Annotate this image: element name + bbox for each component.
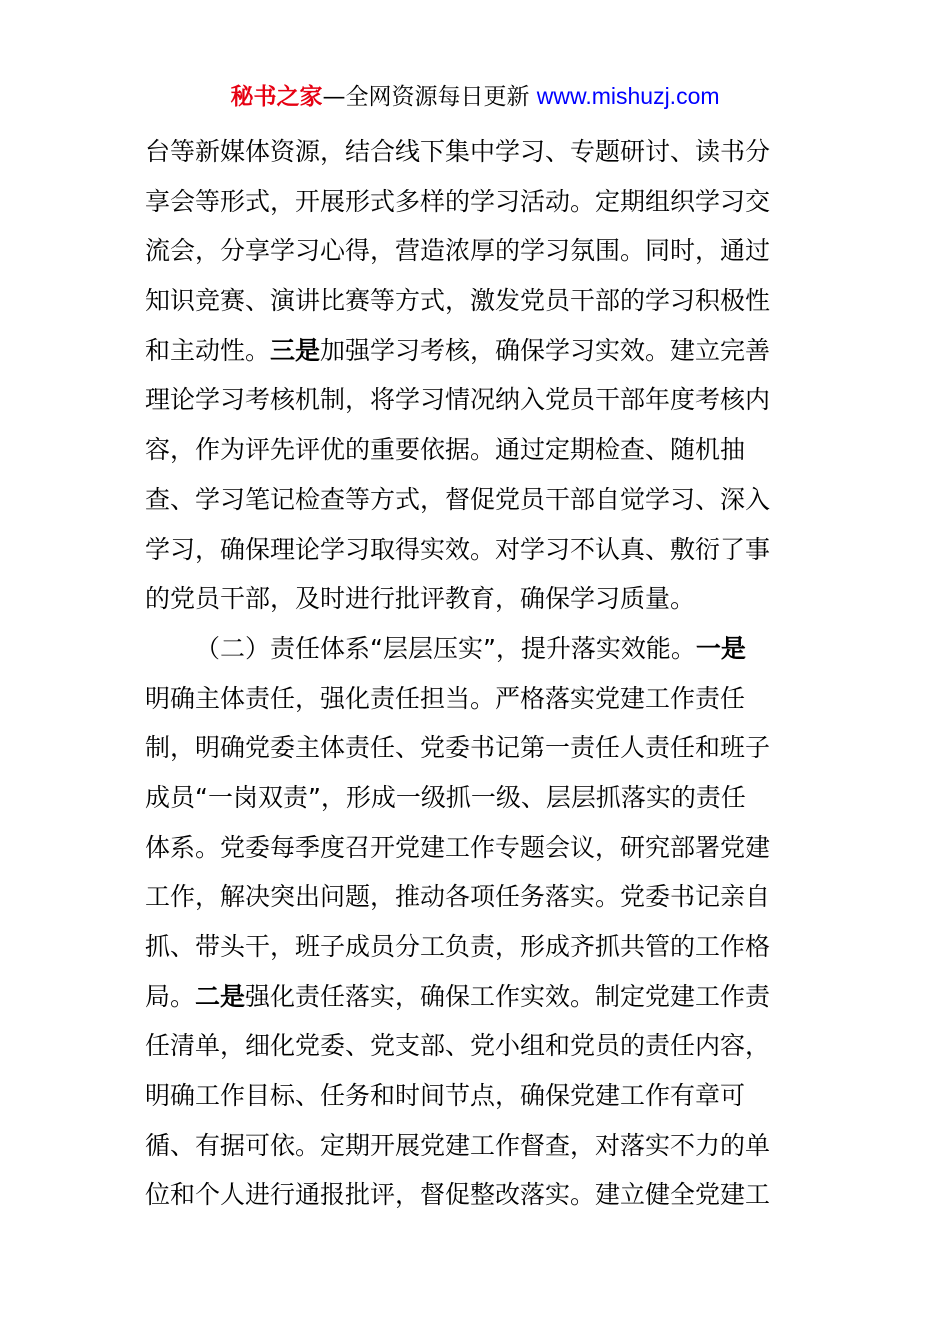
text-line: 明确工作目标、任务和时间节点，确保党建工作有章可 bbox=[145, 1081, 746, 1111]
site-header bbox=[0, 80, 950, 113]
line-text: 局。 bbox=[145, 981, 196, 1011]
text-line: 台等新媒体资源，结合线下集中学习、专题研讨、读书分 bbox=[145, 137, 771, 166]
bold-ordinal: 三是 bbox=[270, 335, 321, 365]
line-text: （二）责任体系“层层压实”，提升落实效能。 bbox=[195, 633, 696, 663]
text-line: 抓、带头干，班子成员分工负责，形成齐抓共管的工作格 bbox=[145, 932, 771, 961]
text-line bbox=[145, 972, 825, 1022]
text-line: 位和个人进行通报批评，督促整改落实。建立健全党建工 bbox=[145, 1180, 771, 1210]
text-line: 流会，分享学习心得，营造浓厚的学习氛围。同时，通过 bbox=[145, 236, 771, 266]
text-line bbox=[145, 624, 825, 674]
text-line: 成员“一岗双责”，形成一级抓一级、层层抓落实的责任 bbox=[145, 782, 746, 812]
text-line: 的党员干部，及时进行批评教育，确保学习质量。 bbox=[145, 584, 696, 614]
text-line: 明确主体责任，强化责任担当。严格落实党建工作责任 bbox=[145, 683, 746, 713]
text-line: 容，作为评先评优的重要依据。通过定期检查、随机抽 bbox=[145, 435, 746, 465]
text-line: 查、学习笔记检查等方式，督促党员干部自觉学习、深入 bbox=[145, 484, 771, 514]
bold-ordinal: 一是 bbox=[695, 633, 746, 663]
line-text: 加强学习考核，确保学习实效。建立完善 bbox=[320, 335, 771, 365]
text-line: 循、有据可依。定期开展党建工作督查，对落实不力的单 bbox=[145, 1130, 771, 1160]
text-line: 知识竞赛、演讲比赛等方式，激发党员干部的学习积极性 bbox=[145, 286, 771, 316]
text-line: 工作，解决突出问题，推动各项任务落实。党委书记亲自 bbox=[145, 882, 771, 912]
text-line: 享会等形式，开展形式多样的学习活动。定期组织学习交 bbox=[145, 186, 771, 216]
header-tagline: —全网资源每日更新 bbox=[322, 84, 530, 110]
site-url-link[interactable]: www.mishuzj.com bbox=[536, 83, 720, 109]
document-body bbox=[145, 127, 825, 1220]
line-text: 和主动性。 bbox=[145, 335, 271, 365]
brand-name: 秘书之家 bbox=[230, 84, 323, 110]
text-line: 学习，确保理论学习取得实效。对学习不认真、敷衍了事 bbox=[145, 534, 771, 564]
text-line bbox=[145, 326, 825, 376]
text-line: 体系。党委每季度召开党建工作专题会议，研究部署党建 bbox=[145, 832, 771, 862]
bold-ordinal: 二是 bbox=[195, 981, 246, 1011]
line-text: 强化责任落实，确保工作实效。制定党建工作责 bbox=[245, 981, 771, 1011]
text-line: 理论学习考核机制，将学习情况纳入党员干部年度考核内 bbox=[145, 385, 771, 415]
text-line: 任清单，细化党委、党支部、党小组和党员的责任内容， bbox=[145, 1031, 771, 1061]
text-line: 制，明确党委主体责任、党委书记第一责任人责任和班子 bbox=[145, 733, 771, 763]
